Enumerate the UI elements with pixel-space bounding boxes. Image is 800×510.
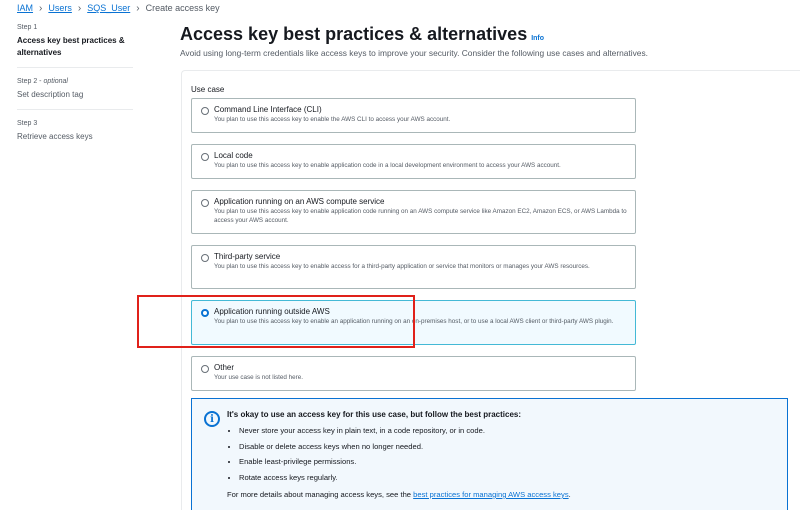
alert-footer-text: For more details about managing access keys, see the — [227, 490, 414, 499]
option-description: You plan to use this access key to enable application code running on an AWS compute service like Amazon EC2, Amazon ECS, or AWS Lambda to access your AWS account. — [214, 208, 627, 224]
option-description: You plan to use this access key to enable an application running on an on-premises host, or to use a local AWS client or third-party AWS plugin. — [214, 318, 614, 325]
breadcrumb-user-link[interactable]: SQS_User — [87, 3, 131, 13]
step-title: Retrieve access keys — [17, 132, 93, 141]
option-description: Your use case is not listed here. — [214, 374, 304, 381]
option-outside-aws[interactable] — [191, 300, 636, 345]
breadcrumb-users-link[interactable]: Users — [48, 3, 72, 13]
radio-button[interactable] — [201, 365, 209, 373]
radio-button[interactable] — [201, 107, 209, 115]
list-item: • Never store your access key in plain text, in a code repository, or in code. — [239, 425, 485, 441]
best-practices-link[interactable]: best practices for managing AWS access keys — [413, 490, 569, 499]
wizard-steps — [17, 24, 133, 161]
chevron-right-icon: › — [39, 2, 43, 14]
option-title: Local code — [214, 151, 253, 160]
step-number-text: Step 2 - — [17, 78, 44, 85]
step-title: Access key best practices & alternatives — [17, 36, 125, 57]
breadcrumb-iam-link[interactable]: IAM — [17, 3, 34, 13]
chevron-right-icon: › — [77, 2, 82, 14]
option-title: Other — [214, 363, 235, 372]
option-title: Application running outside AWS — [214, 307, 330, 316]
best-practices-alert — [191, 398, 788, 510]
option-title: Application running on an AWS compute service — [214, 197, 385, 206]
best-practices-list — [227, 425, 485, 487]
option-description: You plan to use this access key to enable access for a third-party application or service that monitors or manages your AWS resources. — [214, 263, 590, 270]
info-link[interactable]: Info — [531, 35, 545, 42]
option-description: You plan to use this access key to enable the AWS CLI to access your AWS account. — [214, 116, 451, 123]
option-title: Command Line Interface (CLI) — [214, 105, 322, 114]
step-optional-label: optional — [43, 78, 68, 85]
list-item: • Disable or delete access keys when no longer needed. — [239, 441, 485, 457]
option-title: Third-party service — [214, 252, 281, 261]
option-third-party[interactable] — [191, 245, 636, 289]
step-title: Set description tag — [17, 90, 84, 99]
step-number — [17, 78, 133, 85]
option-local-code[interactable] — [191, 144, 636, 179]
chevron-right-icon: › — [136, 2, 140, 14]
option-other[interactable] — [191, 356, 636, 391]
radio-button[interactable] — [201, 153, 209, 161]
radio-button[interactable] — [201, 199, 209, 207]
use-case-label: Use case — [191, 85, 225, 94]
option-cli[interactable] — [191, 98, 636, 133]
page-title-text: Access key best practices & alternatives — [180, 24, 528, 44]
wizard-step-1[interactable] — [17, 24, 133, 68]
option-aws-compute[interactable] — [191, 190, 636, 234]
option-description: You plan to use this access key to enable application code in a local development environment to access your AWS account. — [214, 162, 561, 169]
alert-footer — [227, 490, 571, 499]
radio-button-selected[interactable] — [201, 309, 209, 317]
page-title — [180, 24, 544, 45]
wizard-step-3[interactable] — [17, 120, 133, 151]
list-item: • Enable least-privilege permissions. — [239, 456, 485, 472]
alert-title: It's okay to use an access key for this use case, but follow the best practices: — [227, 410, 522, 419]
page-subtitle: Avoid using long-term credentials like access keys to improve your security. Consider the following use cases and alternatives. — [180, 48, 648, 58]
step-number: Step 3 — [17, 120, 38, 127]
breadcrumb — [17, 2, 220, 14]
alert-footer-end: . — [568, 490, 571, 499]
step-number: Step 1 — [17, 24, 38, 31]
radio-button[interactable] — [201, 254, 209, 262]
info-circle-icon: i — [204, 411, 220, 427]
breadcrumb-current: Create access key — [145, 3, 220, 13]
list-item: • Rotate access keys regularly. — [239, 472, 485, 488]
wizard-step-2[interactable] — [17, 78, 133, 110]
